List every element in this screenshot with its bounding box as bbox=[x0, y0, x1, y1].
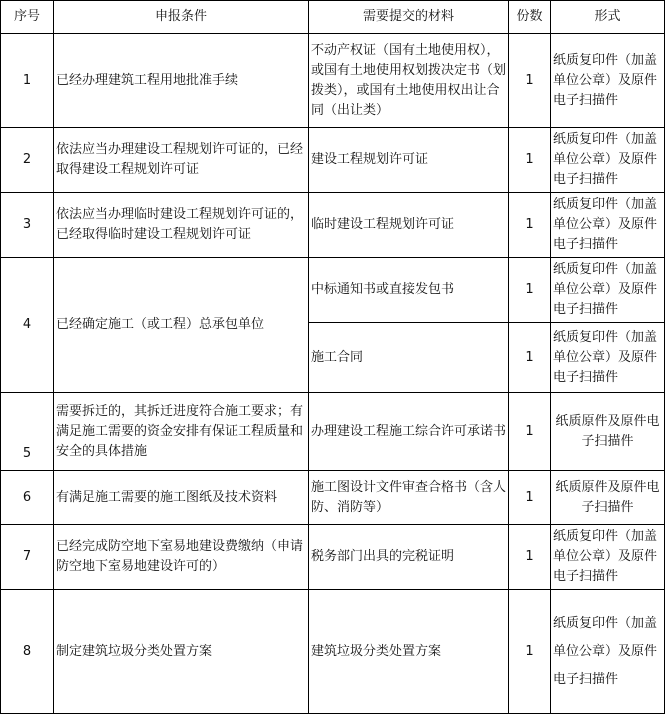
table-row bbox=[1, 525, 665, 590]
condition-cell: 已经确定施工（或工程）总承包单位 bbox=[54, 258, 309, 393]
header-row bbox=[1, 1, 665, 34]
copies-cell: 1 bbox=[509, 393, 551, 471]
table-row bbox=[1, 471, 665, 525]
table-row bbox=[1, 193, 665, 258]
header-materials: 需要提交的材料 bbox=[309, 1, 509, 34]
material-cell: 中标通知书或直接发包书 bbox=[309, 258, 509, 323]
row-number: 1 bbox=[1, 34, 54, 128]
form-cell: 纸质复印件（加盖单位公章）及原件电子扫描件 bbox=[551, 34, 665, 128]
row-number: 5 bbox=[1, 393, 54, 471]
row-number: 6 bbox=[1, 471, 54, 525]
material-cell: 建筑垃圾分类处置方案 bbox=[309, 590, 509, 714]
form-cell: 纸质原件及原件电子扫描件 bbox=[551, 393, 665, 471]
copies-cell: 1 bbox=[509, 258, 551, 323]
table-row bbox=[1, 590, 665, 714]
material-cell: 建设工程规划许可证 bbox=[309, 128, 509, 193]
table-row bbox=[1, 128, 665, 193]
copies-cell: 1 bbox=[509, 323, 551, 393]
table-row bbox=[1, 393, 665, 471]
header-form: 形式 bbox=[551, 1, 665, 34]
material-cell: 施工合同 bbox=[309, 323, 509, 393]
form-cell: 纸质复印件（加盖单位公章）及原件电子扫描件 bbox=[551, 193, 665, 258]
row-number: 8 bbox=[1, 590, 54, 714]
row-number: 3 bbox=[1, 193, 54, 258]
condition-cell: 需要拆迁的，其拆迁进度符合施工要求；有满足施工需要的资金安排有保证工程质量和安全的具体措施 bbox=[54, 393, 309, 471]
material-cell: 临时建设工程规划许可证 bbox=[309, 193, 509, 258]
table-row bbox=[1, 258, 665, 323]
condition-cell: 有满足施工需要的施工图纸及技术资料 bbox=[54, 471, 309, 525]
row-number: 2 bbox=[1, 128, 54, 193]
form-cell: 纸质复印件（加盖单位公章）及原件电子扫描件 bbox=[551, 590, 665, 714]
header-no: 序号 bbox=[1, 1, 54, 34]
copies-cell: 1 bbox=[509, 590, 551, 714]
material-cell: 不动产权证（国有土地使用权），或国有土地使用权划拨决定书（划拨类），或国有土地使用权出让合同（出让类） bbox=[309, 34, 509, 128]
copies-cell: 1 bbox=[509, 34, 551, 128]
form-cell: 纸质原件及原件电子扫描件 bbox=[551, 471, 665, 525]
copies-cell: 1 bbox=[509, 193, 551, 258]
header-condition: 申报条件 bbox=[54, 1, 309, 34]
condition-cell: 依法应当办理临时建设工程规划许可证的，已经取得临时建设工程规划许可证 bbox=[54, 193, 309, 258]
condition-cell: 已经办理建筑工程用地批准手续 bbox=[54, 34, 309, 128]
copies-cell: 1 bbox=[509, 525, 551, 590]
row-number: 4 bbox=[1, 258, 54, 393]
form-cell: 纸质复印件（加盖单位公章）及原件电子扫描件 bbox=[551, 258, 665, 323]
form-cell: 纸质复印件（加盖单位公章）及原件电子扫描件 bbox=[551, 323, 665, 393]
material-cell: 税务部门出具的完税证明 bbox=[309, 525, 509, 590]
form-cell: 纸质复印件（加盖单位公章）及原件电子扫描件 bbox=[551, 128, 665, 193]
table-row bbox=[1, 34, 665, 128]
header-copies: 份数 bbox=[509, 1, 551, 34]
copies-cell: 1 bbox=[509, 471, 551, 525]
material-cell: 施工图设计文件审查合格书（含人防、消防等） bbox=[309, 471, 509, 525]
form-cell: 纸质复印件（加盖单位公章）及原件电子扫描件 bbox=[551, 525, 665, 590]
condition-cell: 制定建筑垃圾分类处置方案 bbox=[54, 590, 309, 714]
copies-cell: 1 bbox=[509, 128, 551, 193]
row-number: 7 bbox=[1, 525, 54, 590]
condition-cell: 已经完成防空地下室易地建设费缴纳（申请防空地下室易地建设许可的） bbox=[54, 525, 309, 590]
condition-cell: 依法应当办理建设工程规划许可证的，已经取得建设工程规划许可证 bbox=[54, 128, 309, 193]
material-cell: 办理建设工程施工综合许可承诺书 bbox=[309, 393, 509, 471]
